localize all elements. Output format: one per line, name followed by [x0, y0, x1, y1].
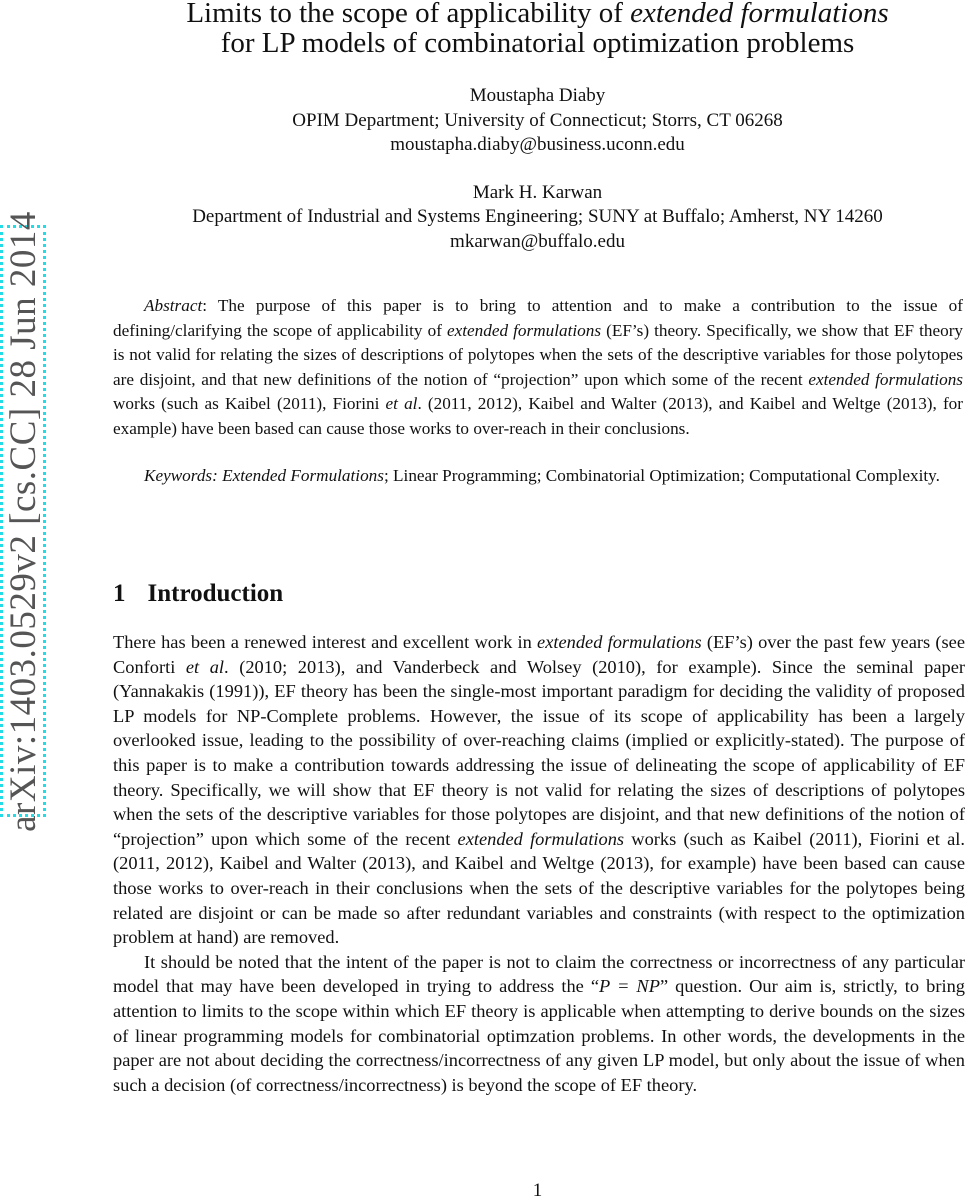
- author-list: [60, 84, 965, 277]
- abstract-paragraph: Abstract: The purpose of this paper is to bring to attention and to make a contribution to the issue of defining/clarifying the scope of applicability of extended formulations (EF’s) theory. Specifically, we show that EF theory is not valid for relating the sizes of descriptions of polytopes when the sets of the descriptive variables for those polytopes are disjoint, and that new definitions of the notion of “projection” upon which some of the recent extended formulations works (such as Kaibel (2011), Fiorini et al. (2011, 2012), Kaibel and Walter (2013), and Kaibel and Weltge (2013), for example) have been based can cause those works to over-reach in their conclusions.: [113, 296, 964, 438]
- abstract: [113, 294, 963, 488]
- section-title: Introduction: [147, 580, 284, 607]
- author-affiliation: Department of Industrial and Systems Engineering; SUNY at Buffalo; Amherst, NY 14260: [192, 206, 883, 227]
- section-heading: [113, 580, 283, 608]
- arxiv-identifier: arXiv:1403.0529v2 [cs.CC] 28 Jun 2014: [2, 210, 44, 832]
- paper-title: [50, 0, 965, 58]
- introduction-body: [113, 630, 965, 1097]
- math-expression: P = NP: [599, 976, 660, 997]
- page-number: 1: [532, 1180, 543, 1201]
- author-name: Mark H. Karwan: [472, 181, 603, 203]
- section-number: 1: [113, 580, 126, 607]
- keywords: Keywords: Extended Formulations; Linear Programming; Combinatorial Optimization; Computational Complexity.: [144, 465, 940, 485]
- intro-paragraph-2: It should be noted that the intent of the paper is not to claim the correctness or incorrectness of any particular model that may have been developed in trying to address the “P = NP” question. Our aim is, strictly, to bring attention to limits to the scope within which EF theory is applicable when attempting to derive bounds on the sizes of linear programming models for combinatorial optimzation problems. In other words, the developments in the paper are not about deciding the correctness/incorrectness of any given LP model, but only about the issue of when such a decision (of correctness/incorrectness) is beyond the scope of EF theory.: [113, 951, 965, 1095]
- title-line-2: for LP models of combinatorial optimization problems: [220, 27, 855, 59]
- author-email: mkarwan@buffalo.edu: [450, 230, 625, 252]
- author-block: [60, 181, 965, 255]
- author-email: moustapha.diaby@business.uconn.edu: [390, 134, 685, 155]
- author-block: [60, 84, 965, 158]
- intro-paragraph-1: There has been a renewed interest and excellent work in extended formulations (EF’s) over the past few years (see Conforti et al. (2010; 2013), and Vanderbeck and Wolsey (2010), for example). Since the seminal paper (Yannakakis (1991)), EF theory has been the single-most important paradigm for deciding the validity of proposed LP models for NP-Complete problems. However, the issue of its scope of applicability has been a largely overlooked issue, leading to the possibility of over-reaching claims (implied or explicitly-stated). The purpose of this paper is to make a contribution towards addressing the issue of delineating the scope of applicability of EF theory. Specifically, we will show that EF theory is not valid for relating the sizes of descriptions of polytopes when the sets of the descriptive variables for those polytopes are disjoint, and that new definitions of the notion of “projection” upon which some of the recent extended formulations works (such as Kaibel (2011), Fiorini et al. (2011, 2012), Kaibel and Walter (2013), and Kaibel and Weltge (2013), for example) have been based can cause those works to over-reach in their conclusions when the sets of the descriptive variables for the polytopes being related are disjoint or can be made so after redundant variables and constraints (with respect to the optimization problem at hand) are removed.: [113, 632, 965, 948]
- arxiv-stamp: [0, 210, 46, 832]
- author-name: Moustapha Diaby: [469, 85, 606, 106]
- title-line-1: Limits to the scope of applicability of extended formulations: [186, 0, 889, 29]
- abstract-label: Abstract: [144, 296, 203, 315]
- keywords-label: Keywords: Extended Formulations: [144, 465, 384, 485]
- author-affiliation: OPIM Department; University of Connecticut; Storrs, CT 06268: [292, 109, 783, 131]
